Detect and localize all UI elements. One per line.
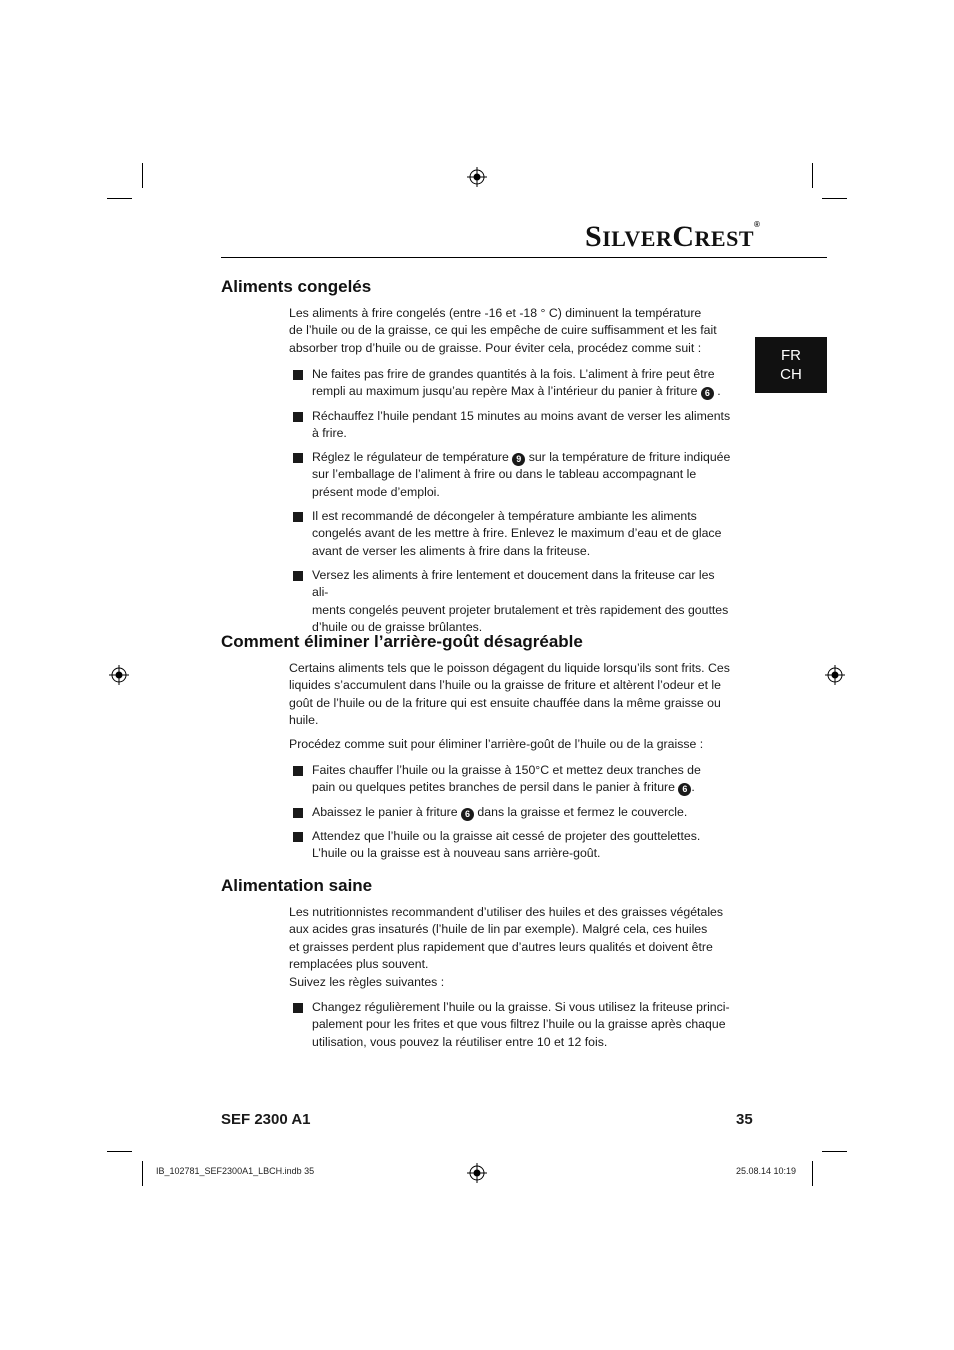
part-number-badge: 6	[678, 783, 691, 796]
registration-mark-icon	[825, 665, 845, 685]
section-heading: Alimentation saine	[221, 876, 373, 895]
crop-mark	[142, 1161, 143, 1186]
model-number: SEF 2300 A1	[221, 1111, 311, 1128]
brand-logo: SILVERCREST®	[585, 220, 761, 253]
section-intro-2: Procédez comme suit pour éliminer l’arrière-goût de l’huile ou de la graisse :	[289, 737, 704, 751]
bullet-icon	[293, 1003, 303, 1013]
section-intro: Les aliments à frire congelés (entre -16 et -18 ° C) diminuent la température de l’huile ou de la graisse, ce qui les empêche de cuire suffisamment et les fait absorber trop d’huile ou de graisse. Pour éviter cela, procédez comme suit :	[289, 306, 717, 355]
crop-mark	[822, 1151, 847, 1152]
section-intro: Certains aliments tels que le poisson dégagent du liquide lorsqu’ils sont frits. Ces liquides s’accumulent dans l’huile ou la graisse de friture et altèrent l’odeur et le goût de l’huile ou de la friture qui est ensuite chauffée dans la même graisse ou huile.	[289, 661, 730, 728]
registration-mark-icon	[467, 1163, 487, 1183]
registration-mark-icon	[109, 665, 129, 685]
bullet-icon	[293, 453, 303, 463]
print-slug-date: 25.08.14 10:19	[736, 1166, 797, 1176]
crop-mark	[107, 198, 132, 199]
print-slug-file: IB_102781_SEF2300A1_LBCH.indb 35	[156, 1166, 315, 1176]
part-number-badge: 6	[461, 808, 474, 821]
crop-mark	[107, 1151, 132, 1152]
header-rule	[221, 257, 827, 258]
registration-mark-icon	[467, 167, 487, 187]
crop-mark	[822, 198, 847, 199]
part-number-badge: 9	[512, 453, 525, 466]
bullet-icon	[293, 571, 303, 581]
bullet-icon	[293, 766, 303, 776]
bullet-icon	[293, 808, 303, 818]
section-heading: Comment éliminer l’arrière-goût désagréable	[221, 632, 583, 651]
page-number: 35	[736, 1111, 753, 1128]
language-tab: FR CH	[755, 337, 827, 393]
bullet-icon	[293, 370, 303, 380]
part-number-badge: 6	[701, 387, 714, 400]
bullet-icon	[293, 412, 303, 422]
bullet-icon	[293, 512, 303, 522]
section-heading: Aliments congelés	[221, 277, 372, 296]
section-intro: Les nutritionnistes recommandent d’utiliser des huiles et des graisses végétales aux acides gras insaturés (l’huile de lin par exemple). Malgré cela, ces huiles et graisses perdent plus rapidement que d’autres leurs qualités et doivent être remplacées plus souvent. Suivez les règles suivantes :	[289, 905, 724, 989]
bullet-icon	[293, 832, 303, 842]
crop-mark	[812, 1161, 813, 1186]
crop-mark	[142, 163, 143, 188]
crop-mark	[812, 163, 813, 188]
